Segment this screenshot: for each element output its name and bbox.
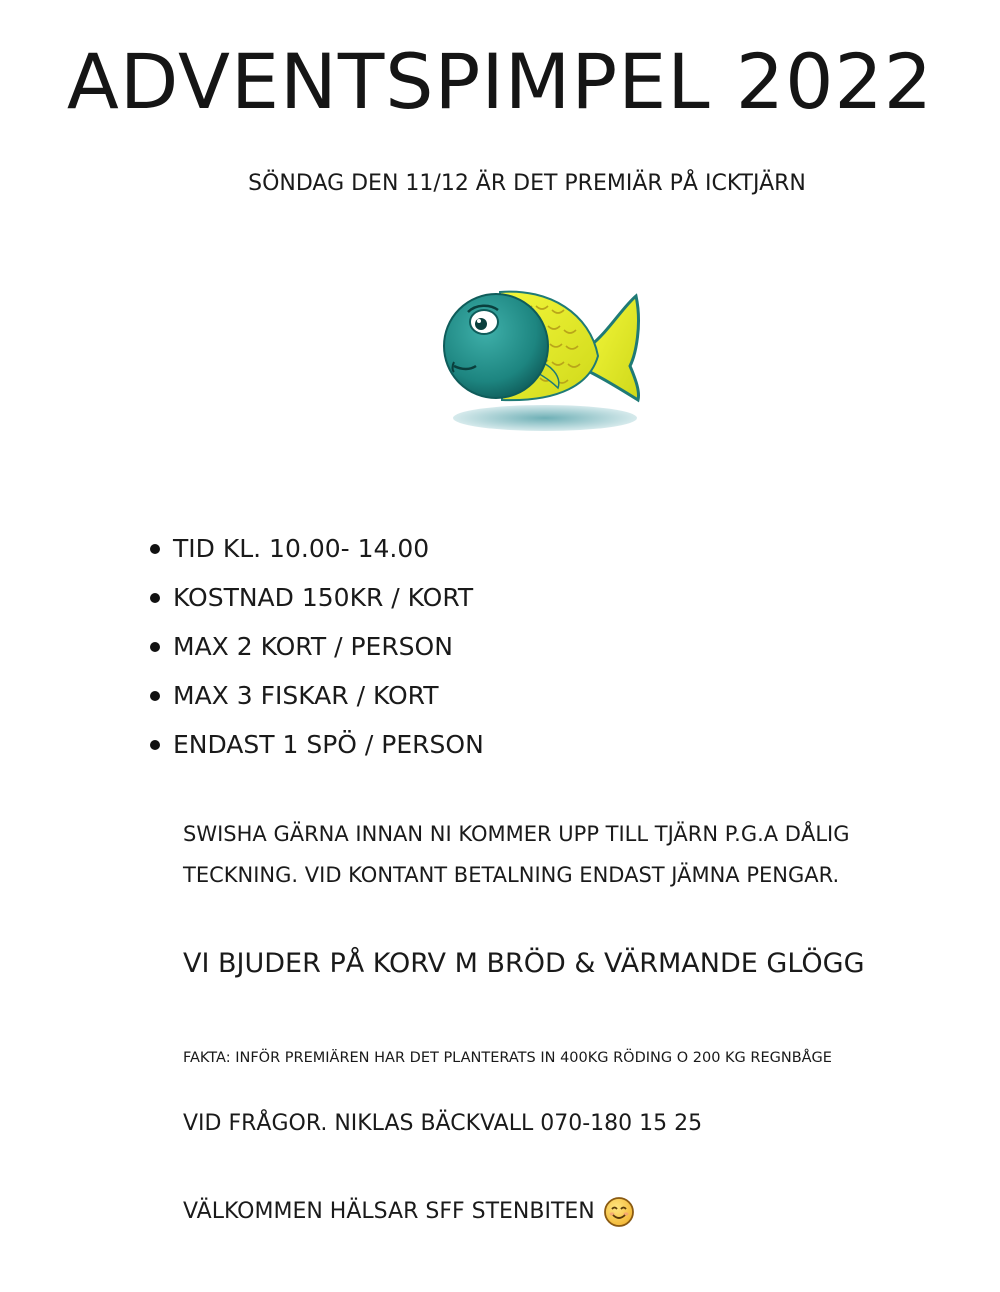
- fish-tail: [590, 296, 639, 400]
- fish-illustration: [440, 284, 650, 444]
- welcome-line: [183, 1194, 635, 1230]
- payment-note-line: TECKNING. VID KONTANT BETALNING ENDAST JÄMNA PENGAR.: [183, 863, 840, 887]
- fish-shadow: [453, 405, 637, 431]
- list-item: TID KL. 10.00- 14.00: [145, 524, 484, 573]
- payment-note-line: SWISHA GÄRNA INNAN NI KOMMER UPP TILL TJÄRN P.G.A DÅLIG: [183, 822, 850, 846]
- food-offer: VI BJUDER PÅ KORV M BRÖD & VÄRMANDE GLÖGG: [183, 948, 865, 979]
- event-subtitle: SÖNDAG DEN 11/12 ÄR DET PREMIÄR PÅ ICKTJÄRN: [248, 171, 806, 196]
- welcome-text: VÄLKOMMEN HÄLSAR SFF STENBITEN: [183, 1199, 595, 1224]
- list-item: MAX 3 FISKAR / KORT: [145, 671, 484, 720]
- payment-note: [183, 814, 963, 896]
- fish-icon: [440, 284, 650, 444]
- facts-note: FAKTA: INFÖR PREMIÄREN HAR DET PLANTERATS IN 400KG RÖDING O 200 KG REGNBÅGE: [183, 1050, 832, 1066]
- list-item: MAX 2 KORT / PERSON: [145, 622, 484, 671]
- smiley-icon: [603, 1196, 635, 1228]
- list-item: KOSTNAD 150KR / KORT: [145, 573, 484, 622]
- contact-info: VID FRÅGOR. NIKLAS BÄCKVALL 070-180 15 25: [183, 1111, 703, 1136]
- page-title: ADVENTSPIMPEL 2022: [66, 37, 934, 126]
- list-item: ENDAST 1 SPÖ / PERSON: [145, 720, 484, 769]
- event-details-list: [145, 524, 484, 769]
